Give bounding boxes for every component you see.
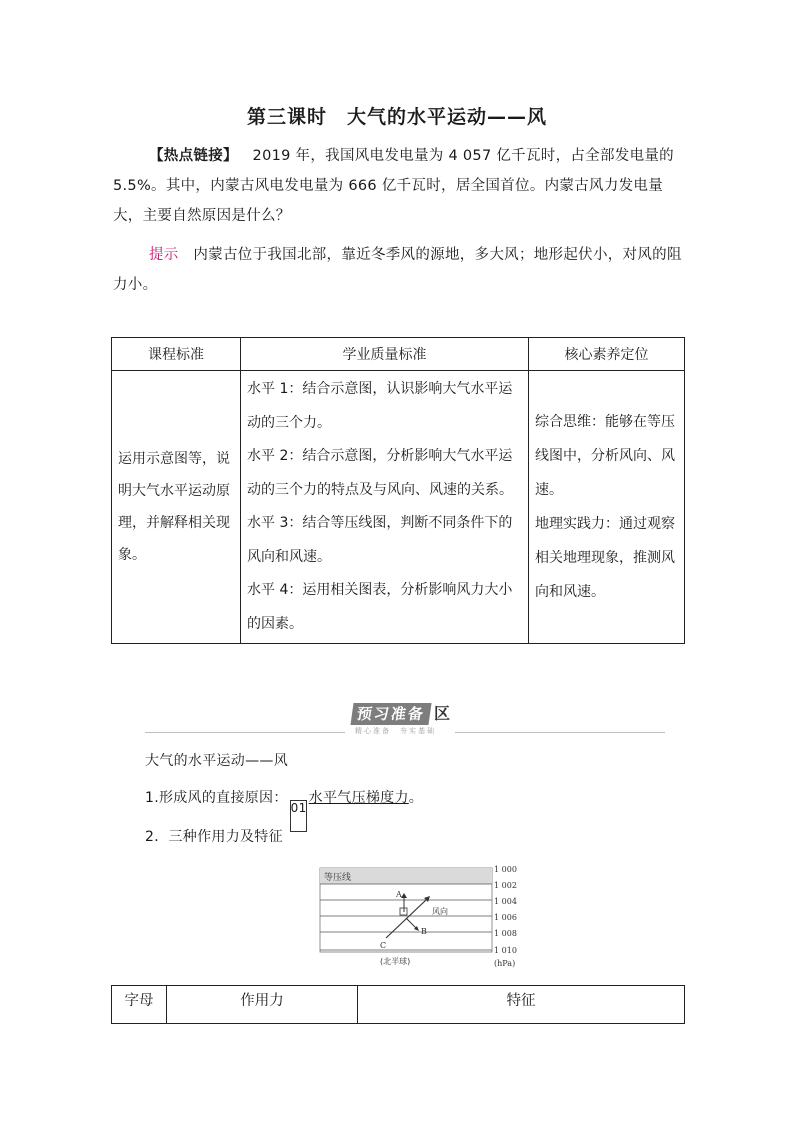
- pressure-label-1008: 1 008: [494, 929, 517, 938]
- core-literacy-cell: [529, 371, 685, 644]
- item-1-answer: 水平气压梯度力: [308, 790, 409, 806]
- pressure-label-1000: 1 000: [494, 865, 517, 874]
- quality-levels-cell: [241, 371, 529, 644]
- hint-text: 内蒙古位于我国北部，靠近冬季风的源地，多大风；地形起伏小，对风的阻力小。: [113, 247, 682, 293]
- isobar-diagram: [318, 862, 538, 972]
- isobar-label: 等压线: [324, 873, 352, 883]
- point-a-label: A: [396, 890, 402, 899]
- banner-badge: 预习准备: [350, 703, 431, 725]
- hint-paragraph: [113, 240, 685, 300]
- item-1-end: 。: [408, 790, 424, 806]
- level-4: 水平 4：运用相关图表，分析影响风力大小的因素。: [247, 582, 513, 632]
- banner-divider-left: [145, 732, 345, 733]
- hot-link-paragraph: [113, 141, 685, 231]
- core-literacy-2: 地理实践力：通过观察相关地理现象，推测风向和风速。: [535, 516, 675, 600]
- point-b-label: B: [421, 927, 427, 936]
- header-force: 作用力: [167, 986, 358, 1024]
- level-2: 水平 2：结合示意图，分析影响大气水平运动的三个力的特点及与风向、风速的关系。: [247, 448, 513, 498]
- page-title: 第三课时 大气的水平运动——风: [246, 106, 547, 128]
- banner-suffix: 区: [434, 704, 451, 723]
- item-2: 2．三种作用力及特征: [145, 829, 283, 845]
- blank-number-box: 01: [290, 800, 307, 832]
- pressure-label-1010: 1 010: [494, 946, 517, 955]
- standards-table: [111, 337, 685, 644]
- header-letter: 字母: [112, 986, 167, 1024]
- header-course-standard: 课程标准: [112, 338, 241, 371]
- course-standard-cell: 运用示意图等，说明大气水平运动原理，并解释相关现象。: [112, 371, 241, 644]
- pressure-label-1004: 1 004: [494, 897, 517, 906]
- banner-subtitle: 精心准备 夯实基础: [355, 727, 436, 735]
- level-1: 水平 1：结合示意图，认识影响大气水平运动的三个力。: [247, 381, 513, 431]
- pressure-unit: (hPa): [494, 959, 516, 968]
- section-banner: [145, 703, 665, 737]
- hint-label: 提示: [149, 247, 179, 263]
- pressure-label-1002: 1 002: [494, 881, 517, 890]
- hot-link-label: 【热点链接】: [149, 148, 238, 164]
- core-literacy-1: 综合思维：能够在等压线图中，分析风向、风速。: [535, 414, 675, 498]
- forces-table: [111, 985, 685, 1024]
- point-c-label: C: [380, 941, 387, 950]
- level-3: 水平 3：结合等压线图，判断不同条件下的风向和风速。: [247, 515, 513, 565]
- banner-divider-right: [455, 732, 665, 733]
- pressure-label-1006: 1 006: [494, 913, 517, 922]
- header-quality-standard: 学业质量标准: [241, 338, 529, 371]
- hemisphere-label: (北半球): [380, 957, 411, 966]
- header-core-literacy: 核心素养定位: [529, 338, 685, 371]
- item-1-prefix: 1.形成风的直接原因：: [145, 790, 288, 806]
- hot-link-text: 2019 年，我国风电发电量为 4 057 亿千瓦时，占全部发电量的 5.5%。其中，内蒙古风电发电量为 666 亿千瓦时，居全国首位。内蒙古风力发电量大，主要自然原因是什么？: [113, 148, 674, 224]
- section-heading: 大气的水平运动——风: [145, 753, 288, 769]
- header-feature: 特征: [358, 986, 685, 1024]
- wind-direction-label: 风向: [432, 907, 448, 916]
